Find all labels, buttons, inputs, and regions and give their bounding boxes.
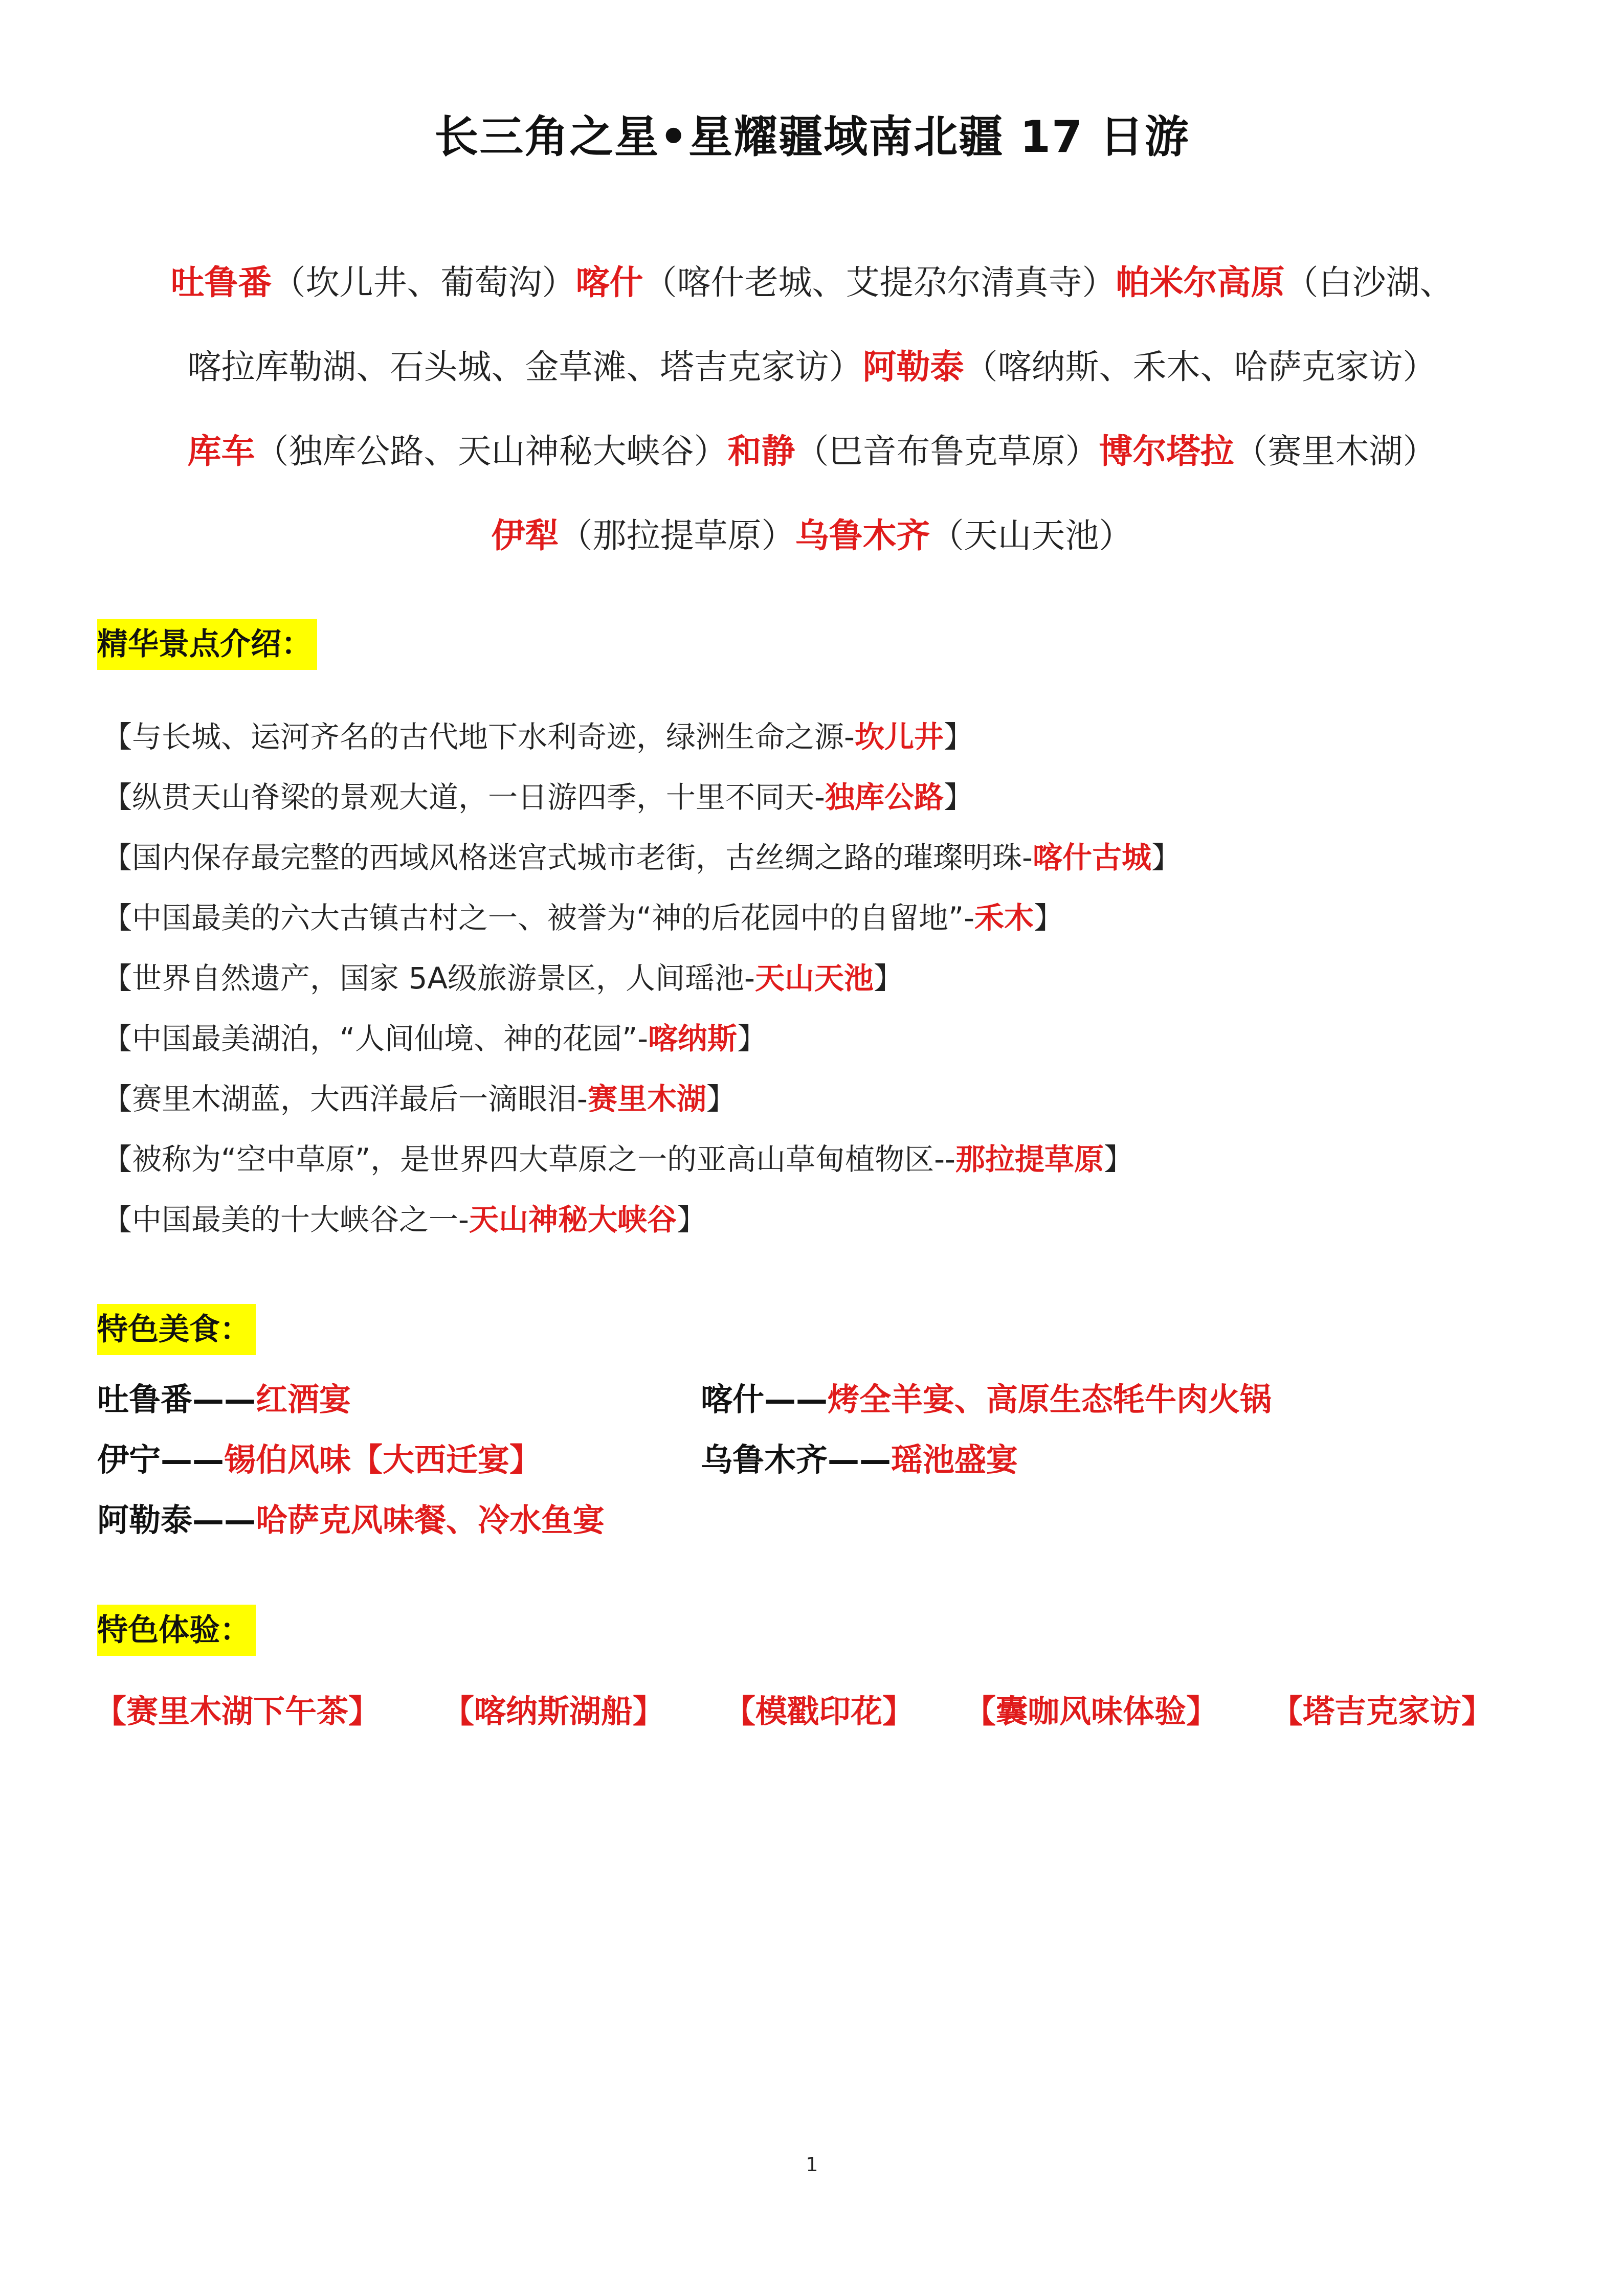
highlight-name: 天山神秘大峡谷 <box>469 1202 677 1237</box>
experience-list <box>95 1683 1552 1740</box>
food-entry <box>701 1430 1018 1490</box>
food-place: 喀什—— <box>701 1381 828 1418</box>
route-spots: （赛里木湖） <box>1234 432 1437 471</box>
route-city: 乌鲁木齐 <box>795 516 930 555</box>
highlight-description: 纵贯天山脊梁的景观大道，一日游四季，十里不同天- <box>132 780 825 815</box>
food-place: 阿勒泰—— <box>97 1501 256 1539</box>
route-line <box>87 240 1537 325</box>
list-item <box>102 1008 1483 1069</box>
route-spots: （喀什老城、艾提尕尔清真寺） <box>643 263 1116 302</box>
route-spots: （白沙湖、 <box>1284 263 1454 302</box>
bracket-close: 】 <box>706 1082 736 1116</box>
route-spots: （坎儿井、葡萄沟） <box>272 263 576 302</box>
food-entry <box>97 1369 351 1430</box>
food-heading: 特色美食： <box>97 1304 256 1355</box>
bracket-open: 【 <box>102 901 132 935</box>
highlight-description: 赛里木湖蓝，大西洋最后一滴眼泪- <box>132 1082 588 1116</box>
food-entry <box>701 1369 1272 1430</box>
route-spots: （那拉提草原） <box>559 516 795 555</box>
route-spots: 喀拉库勒湖、石头城、金草滩、塔吉克家访） <box>187 347 863 387</box>
route-line <box>87 325 1537 409</box>
route-city: 库车 <box>187 432 255 471</box>
route-spots: （巴音布鲁克草原） <box>795 432 1099 471</box>
highlight-name: 禾木 <box>974 901 1034 935</box>
route-city: 阿勒泰 <box>862 347 964 387</box>
food-dish: 锡伯风味【大西迁宴】 <box>224 1441 542 1478</box>
highlight-description: 国内保存最完整的西域风格迷宫式城市老街，古丝绸之路的璀璨明珠- <box>132 840 1033 875</box>
route-city: 和静 <box>727 432 795 471</box>
food-entry <box>97 1430 541 1490</box>
route-line <box>87 493 1537 578</box>
bracket-close: 】 <box>1034 901 1064 935</box>
food-place: 吐鲁番—— <box>97 1381 256 1418</box>
food-dish: 哈萨克风味餐、冷水鱼宴 <box>256 1501 605 1539</box>
list-item <box>102 827 1483 888</box>
highlight-name: 天山天池 <box>754 961 874 996</box>
bracket-close: 】 <box>1151 840 1181 875</box>
list-item <box>102 767 1483 827</box>
bracket-open: 【 <box>102 1202 132 1237</box>
highlights-list <box>102 707 1483 1250</box>
food-row <box>97 1430 1529 1490</box>
highlights-heading: 精华景点介绍： <box>97 619 317 670</box>
experience-item: 【赛里木湖下午茶】 <box>95 1693 381 1730</box>
highlight-name: 坎儿井 <box>854 719 944 754</box>
highlight-name: 喀什古城 <box>1032 840 1151 875</box>
food-dish: 烤全羊宴、高原生态牦牛肉火锅 <box>828 1381 1272 1418</box>
route-line <box>87 409 1537 493</box>
route-city: 帕米尔高原 <box>1116 263 1285 302</box>
highlight-description: 与长城、运河齐名的古代地下水利奇迹，绿洲生命之源- <box>132 719 855 754</box>
list-item <box>102 888 1483 948</box>
highlight-name: 喀纳斯 <box>648 1021 738 1056</box>
page-title: 长三角之星•星耀疆域南北疆 17 日游 <box>434 111 1190 163</box>
bracket-close: 】 <box>676 1202 706 1237</box>
route-summary <box>87 240 1537 578</box>
highlight-name: 独库公路 <box>825 780 944 815</box>
food-list <box>97 1369 1529 1550</box>
food-place: 伊宁—— <box>97 1441 225 1478</box>
list-item <box>102 707 1483 767</box>
bracket-open: 【 <box>102 719 132 754</box>
experience-heading: 特色体验： <box>97 1605 256 1656</box>
list-item <box>102 1129 1483 1189</box>
highlight-description: 世界自然遗产，国家 5A级旅游景区，人间瑶池- <box>132 961 755 996</box>
highlight-description: 被称为“空中草原”，是世界四大草原之一的亚高山草甸植物区-- <box>132 1142 955 1177</box>
bracket-open: 【 <box>102 840 132 875</box>
highlight-name: 那拉提草原 <box>955 1142 1104 1177</box>
highlight-name: 赛里木湖 <box>587 1082 706 1116</box>
bracket-close: 】 <box>943 719 973 754</box>
list-item <box>102 1069 1483 1129</box>
bracket-open: 【 <box>102 961 132 996</box>
experience-item: 【塔吉克家访】 <box>1271 1693 1494 1730</box>
list-item <box>102 948 1483 1008</box>
bracket-open: 【 <box>102 1142 132 1177</box>
highlight-description: 中国最美的十大峡谷之一- <box>132 1202 469 1237</box>
route-city: 喀什 <box>575 263 643 302</box>
food-entry <box>97 1490 605 1550</box>
page-number: 1 <box>806 2153 818 2176</box>
food-row <box>97 1369 1529 1430</box>
bracket-close: 】 <box>873 961 903 996</box>
bracket-open: 【 <box>102 1082 132 1116</box>
bracket-close: 】 <box>943 780 973 815</box>
experience-item: 【模戳印花】 <box>724 1693 915 1730</box>
bracket-open: 【 <box>102 780 132 815</box>
route-city: 伊犁 <box>491 516 559 555</box>
route-spots: （天山天池） <box>930 516 1133 555</box>
bracket-close: 】 <box>737 1021 767 1056</box>
bracket-open: 【 <box>102 1021 132 1056</box>
route-city: 博尔塔拉 <box>1099 432 1234 471</box>
route-spots: （独库公路、天山神秘大峡谷） <box>255 432 728 471</box>
route-spots: （喀纳斯、禾木、哈萨克家访） <box>964 347 1437 387</box>
route-city: 吐鲁番 <box>170 263 272 302</box>
list-item <box>102 1189 1483 1250</box>
highlight-description: 中国最美的六大古镇古村之一、被誉为“神的后花园中的自留地”- <box>132 901 975 935</box>
food-dish: 瑶池盛宴 <box>891 1441 1018 1478</box>
food-place: 乌鲁木齐—— <box>701 1441 892 1478</box>
food-dish: 红酒宴 <box>256 1381 351 1418</box>
highlight-description: 中国最美湖泊，“人间仙境、神的花园”- <box>132 1021 649 1056</box>
experience-item: 【喀纳斯湖船】 <box>442 1693 665 1730</box>
bracket-close: 】 <box>1104 1142 1134 1177</box>
experience-item: 【囊咖风味体验】 <box>964 1693 1218 1730</box>
food-row <box>97 1490 1529 1550</box>
